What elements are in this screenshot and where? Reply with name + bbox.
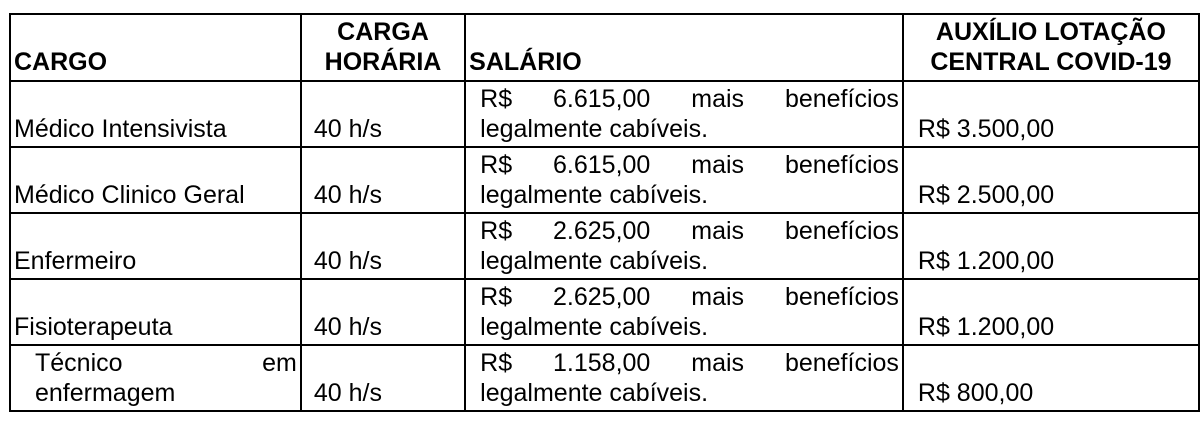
cell-salario: R$ 1.158,00 mais benefícios legalmente cabíveis. xyxy=(465,345,903,411)
cell-cargo: Técnico em enfermagem xyxy=(10,345,301,411)
header-auxilio: AUXÍLIO LOTAÇÃO CENTRAL COVID-19 xyxy=(903,14,1199,81)
table-row xyxy=(10,147,1199,213)
header-carga-horaria: CARGA HORÁRIA xyxy=(301,14,465,81)
cell-carga-horaria: 40 h/s xyxy=(301,213,465,279)
cell-auxilio: R$ 1.200,00 xyxy=(903,279,1199,345)
header-cargo: CARGO xyxy=(10,14,301,81)
salary-table xyxy=(9,13,1200,412)
cell-cargo: Fisioterapeuta xyxy=(10,279,301,345)
salary-table-container xyxy=(9,13,1200,412)
cell-carga-horaria: 40 h/s xyxy=(301,147,465,213)
cell-auxilio: R$ 2.500,00 xyxy=(903,147,1199,213)
table-row xyxy=(10,279,1199,345)
header-salario: SALÁRIO xyxy=(465,14,903,81)
cell-carga-horaria: 40 h/s xyxy=(301,81,465,147)
cell-cargo: Médico Intensivista xyxy=(10,81,301,147)
cell-auxilio: R$ 800,00 xyxy=(903,345,1199,411)
cell-cargo: Médico Clinico Geral xyxy=(10,147,301,213)
table-row xyxy=(10,345,1199,411)
table-row xyxy=(10,213,1199,279)
cell-cargo: Enfermeiro xyxy=(10,213,301,279)
cell-carga-horaria: 40 h/s xyxy=(301,345,465,411)
cell-auxilio: R$ 1.200,00 xyxy=(903,213,1199,279)
cell-salario: R$ 2.625,00 mais benefícios legalmente cabíveis. xyxy=(465,279,903,345)
table-header-row xyxy=(10,14,1199,81)
cell-salario: R$ 6.615,00 mais benefícios legalmente cabíveis. xyxy=(465,81,903,147)
cell-auxilio: R$ 3.500,00 xyxy=(903,81,1199,147)
cell-carga-horaria: 40 h/s xyxy=(301,279,465,345)
table-row xyxy=(10,81,1199,147)
cell-salario: R$ 2.625,00 mais benefícios legalmente cabíveis. xyxy=(465,213,903,279)
cell-salario: R$ 6.615,00 mais benefícios legalmente cabíveis. xyxy=(465,147,903,213)
